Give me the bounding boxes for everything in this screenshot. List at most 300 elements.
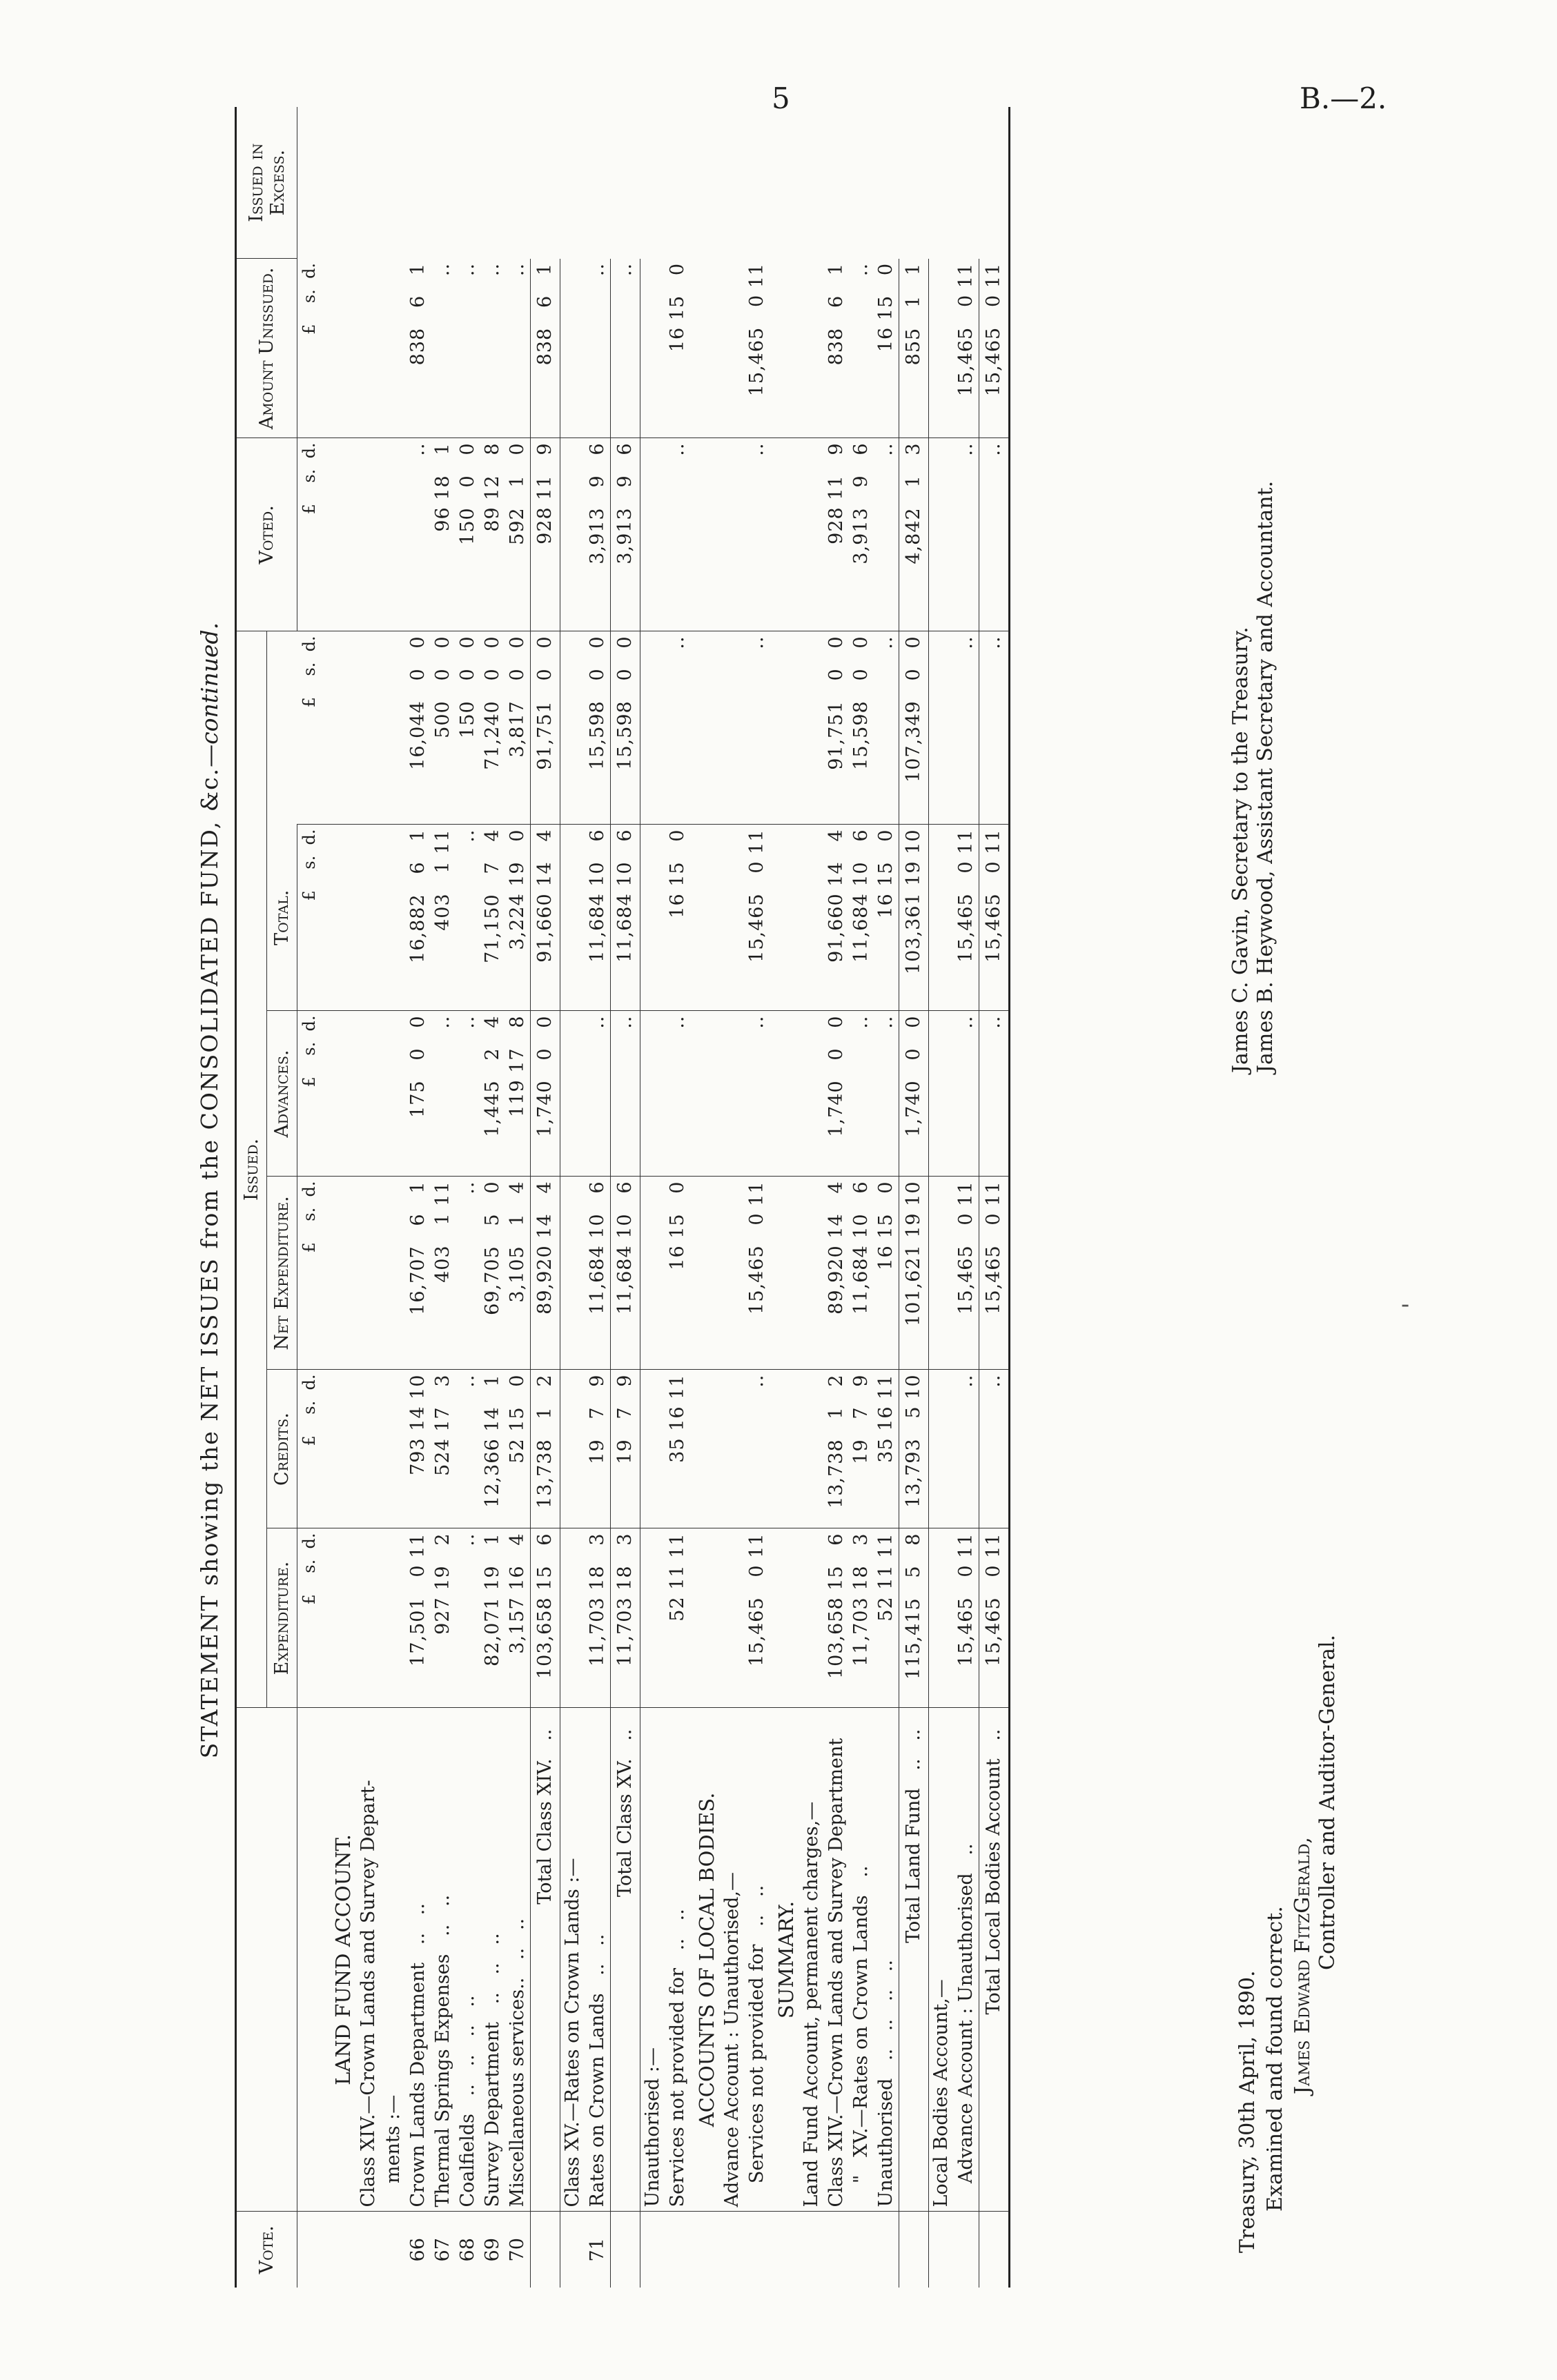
table-row (824, 107, 849, 2288)
cell-amount-unissued: .. (874, 438, 899, 631)
cell-advances (690, 1011, 720, 1177)
cell-issued-in-excess (799, 259, 824, 438)
cell-expenditure: 103,658 15 6 (531, 1528, 560, 1708)
cell-issued-in-excess (770, 259, 799, 438)
cell-voted (560, 631, 586, 825)
cell-expenditure: 115,415 5 8 (899, 1528, 929, 1708)
total-row (979, 107, 1010, 2288)
section-heading-row (690, 107, 720, 2288)
row-description: Crown Lands Department .. .. (406, 1708, 431, 2212)
cell-net-expenditure: 403 1 11 (431, 1177, 456, 1370)
cell-voted: 150 0 0 (456, 631, 480, 825)
row-description: Advance Account : Unauthorised,— (720, 1708, 745, 2212)
row-description: LAND FUND ACCOUNT. (326, 1708, 356, 2212)
cell-issued-in-excess: .. (480, 259, 505, 438)
cell-amount-unissued: 928 11 9 (531, 438, 560, 631)
row-description: Total Class XV. .. (611, 1708, 640, 2212)
cell-voted: .. (979, 631, 1010, 825)
total-row (531, 107, 560, 2288)
cell-total (356, 825, 381, 1011)
cell-advances: 1,740 0 0 (899, 1011, 929, 1177)
cell-amount-unissued (356, 438, 381, 631)
cell-net-expenditure (720, 1177, 745, 1370)
vote-number (954, 2212, 979, 2288)
cell-total: 91,660 14 4 (824, 825, 849, 1011)
net-issues-table (235, 107, 1010, 2288)
cell-expenditure (356, 1528, 381, 1708)
table-row (431, 107, 456, 2288)
cell-total: 91,660 14 4 (531, 825, 560, 1011)
col-advances: Advances. (267, 1011, 297, 1177)
cell-net-expenditure (799, 1177, 824, 1370)
cell-issued-in-excess: .. (431, 259, 456, 438)
cell-expenditure: 3,157 16 4 (505, 1528, 531, 1708)
cell-net-expenditure: .. (456, 1177, 480, 1370)
statement-title-continued: —continued. (196, 622, 223, 767)
cell-expenditure: 103,658 15 6 (824, 1528, 849, 1708)
cell-amount-unissued: 592 1 0 (505, 438, 531, 631)
cell-voted (720, 631, 745, 825)
cell-voted (326, 631, 356, 825)
row-description: Services not provided for .. .. (745, 1708, 770, 2212)
units-cell: £ s. d. (297, 1177, 327, 1370)
cell-total: 16 15 0 (665, 825, 690, 1011)
cell-expenditure (640, 1528, 666, 1708)
cell-credits (799, 1370, 824, 1528)
cell-total: .. (456, 825, 480, 1011)
row-description: Total Class XIV. .. (531, 1708, 560, 2212)
cell-advances: 1,740 0 0 (824, 1011, 849, 1177)
cell-credits: 35 16 11 (874, 1370, 899, 1528)
cell-voted: 91,751 0 0 (531, 631, 560, 825)
table-row (381, 107, 406, 2288)
cell-voted: 15,598 0 0 (849, 631, 874, 825)
cell-issued-in-excess: 838 6 1 (824, 259, 849, 438)
cell-issued-in-excess: .. (611, 259, 640, 438)
cell-total: 11,684 10 6 (585, 825, 611, 1011)
cell-issued-in-excess (560, 259, 586, 438)
vote-number (640, 2212, 666, 2288)
cell-credits (770, 1370, 799, 1528)
cell-advances: .. (456, 1011, 480, 1177)
table-row (929, 107, 954, 2288)
cell-advances (326, 1011, 356, 1177)
cell-net-expenditure (356, 1177, 381, 1370)
cell-issued-in-excess: .. (456, 259, 480, 438)
cell-credits (560, 1370, 586, 1528)
cell-credits: 13,738 1 2 (824, 1370, 849, 1528)
col-total: Total. (267, 825, 297, 1011)
statement-title-main: STATEMENT showing the NET ISSUES from the CONSOLIDATED FUND, &c. (196, 767, 223, 1759)
cell-amount-unissued: .. (745, 438, 770, 631)
cell-net-expenditure: 11,684 10 6 (849, 1177, 874, 1370)
cell-amount-unissued: .. (954, 438, 979, 631)
row-description: Coalfields .. .. .. .. (456, 1708, 480, 2212)
cell-net-expenditure: 3,105 1 4 (505, 1177, 531, 1370)
row-description: Total Land Fund .. .. (899, 1708, 929, 2212)
cell-credits: .. (954, 1370, 979, 1528)
cell-advances: 1,740 0 0 (531, 1011, 560, 1177)
units-cell: £ s. d. (297, 631, 327, 825)
cell-credits (356, 1370, 381, 1528)
row-description: " XV.—Rates on Crown Lands .. (849, 1708, 874, 2212)
row-description: Miscellaneous services.. .. .. (505, 1708, 531, 2212)
vote-number (929, 2212, 954, 2288)
table-row (560, 107, 586, 2288)
cell-voted: .. (874, 631, 899, 825)
cell-advances: 1,445 2 4 (480, 1011, 505, 1177)
vote-number: 68 (457, 2238, 478, 2262)
cell-credits (929, 1370, 954, 1528)
cell-net-expenditure: 15,465 0 11 (979, 1177, 1010, 1370)
units-cell: £ s. d. (297, 1370, 327, 1528)
cell-net-expenditure (770, 1177, 799, 1370)
cell-advances: 119 17 8 (505, 1011, 531, 1177)
cell-net-expenditure: 89,920 14 4 (531, 1177, 560, 1370)
cell-total: 16 15 0 (874, 825, 899, 1011)
vote-number (824, 2212, 849, 2288)
cell-total (326, 825, 356, 1011)
vote-number (899, 2212, 929, 2288)
cell-net-expenditure: 16,707 6 1 (406, 1177, 431, 1370)
cell-voted (799, 631, 824, 825)
cell-amount-unissued (326, 438, 356, 631)
cell-issued-in-excess: .. (849, 259, 874, 438)
cell-voted: 15,598 0 0 (611, 631, 640, 825)
cell-net-expenditure: 101,621 19 10 (899, 1177, 929, 1370)
row-description: Local Bodies Account,— (929, 1708, 954, 2212)
row-description: Advance Account : Unauthorised .. (954, 1708, 979, 2212)
cell-credits (381, 1370, 406, 1528)
cell-voted: 3,817 0 0 (505, 631, 531, 825)
units-vote (297, 2212, 327, 2288)
cell-amount-unissued (640, 438, 666, 631)
table-row (720, 107, 745, 2288)
vote-number (979, 2212, 1010, 2288)
total-row (899, 107, 929, 2288)
cell-expenditure: 15,465 0 11 (745, 1528, 770, 1708)
cell-credits: .. (745, 1370, 770, 1528)
cell-issued-in-excess (929, 259, 954, 438)
table-row (406, 107, 431, 2288)
cell-amount-unissued: 96 18 1 (431, 438, 456, 631)
cell-amount-unissued: 3,913 9 6 (585, 438, 611, 631)
cell-issued-in-excess: 838 6 1 (406, 259, 431, 438)
cell-expenditure: 11,703 18 3 (849, 1528, 874, 1708)
cell-issued-in-excess (720, 259, 745, 438)
cell-expenditure (690, 1528, 720, 1708)
table-row (745, 107, 770, 2288)
cell-voted (690, 631, 720, 825)
cell-issued-in-excess (326, 259, 356, 438)
section-heading-row (770, 107, 799, 2288)
col-net-expenditure: Net Expenditure. (267, 1177, 297, 1370)
cell-credits: 13,793 5 10 (899, 1370, 929, 1528)
cell-voted (770, 631, 799, 825)
table-row (356, 107, 381, 2288)
cell-net-expenditure: 15,465 0 11 (745, 1177, 770, 1370)
units-desc (297, 1708, 327, 2212)
table-row (505, 107, 531, 2288)
total-row (611, 107, 640, 2288)
cell-expenditure: 15,465 0 11 (979, 1528, 1010, 1708)
cell-amount-unissued: 4,842 1 3 (899, 438, 929, 631)
cell-voted: 16,044 0 0 (406, 631, 431, 825)
cell-issued-in-excess (690, 259, 720, 438)
cell-amount-unissued (720, 438, 745, 631)
vote-number (326, 2212, 356, 2288)
cell-credits (690, 1370, 720, 1528)
cell-expenditure (381, 1528, 406, 1708)
cell-voted: .. (745, 631, 770, 825)
vote-number (611, 2212, 640, 2288)
cell-total (640, 825, 666, 1011)
cell-voted (929, 631, 954, 825)
vote-number (745, 2212, 770, 2288)
cell-credits: .. (979, 1370, 1010, 1528)
table-row (456, 107, 480, 2288)
cell-amount-unissued (770, 438, 799, 631)
cell-expenditure: 17,501 0 11 (406, 1528, 431, 1708)
cell-issued-in-excess (640, 259, 666, 438)
table-row (954, 107, 979, 2288)
cell-net-expenditure (640, 1177, 666, 1370)
cell-credits: 19 7 9 (849, 1370, 874, 1528)
cell-voted (381, 631, 406, 825)
cell-expenditure (929, 1528, 954, 1708)
row-description: Class XV.—Rates on Crown Lands :— (560, 1708, 586, 2212)
col-voted: Voted. (236, 438, 297, 631)
cell-expenditure (326, 1528, 356, 1708)
row-description: Survey Department .. .. .. (480, 1708, 505, 2212)
cell-net-expenditure: 16 15 0 (665, 1177, 690, 1370)
cell-advances (799, 1011, 824, 1177)
cell-advances: .. (979, 1011, 1010, 1177)
cell-advances: .. (849, 1011, 874, 1177)
cell-issued-in-excess: .. (585, 259, 611, 438)
cell-net-expenditure: 89,920 14 4 (824, 1177, 849, 1370)
table-body (297, 107, 1010, 2288)
cell-advances: .. (611, 1011, 640, 1177)
vote-number: 71 (587, 2238, 608, 2262)
row-description: Unauthorised :— (640, 1708, 666, 2212)
row-description: Class XIV.—Crown Lands and Survey Department (824, 1708, 849, 2212)
cell-net-expenditure: 15,465 0 11 (954, 1177, 979, 1370)
vote-number (799, 2212, 824, 2288)
rotated-statement (138, 66, 1339, 2315)
cell-net-expenditure (381, 1177, 406, 1370)
vote-number: 66 (407, 2238, 429, 2262)
table-row (874, 107, 899, 2288)
cell-net-expenditure: 69,705 5 0 (480, 1177, 505, 1370)
cell-expenditure: 11,703 18 3 (585, 1528, 611, 1708)
cell-total: 403 1 11 (431, 825, 456, 1011)
cell-credits: 52 15 0 (505, 1370, 531, 1528)
vote-number (770, 2212, 799, 2288)
row-description: Class XIV.—Crown Lands and Survey Depart- (356, 1708, 381, 2212)
cell-amount-unissued (560, 438, 586, 631)
statement-title (196, 66, 223, 2315)
cell-credits: 13,738 1 2 (531, 1370, 560, 1528)
row-description: Rates on Crown Lands .. .. (585, 1708, 611, 2212)
cell-total (381, 825, 406, 1011)
cell-credits: 793 14 10 (406, 1370, 431, 1528)
vote-number (720, 2212, 745, 2288)
units-cell: £ s. d. (297, 825, 327, 1011)
cell-advances: .. (431, 1011, 456, 1177)
cell-expenditure: 52 11 11 (874, 1528, 899, 1708)
cell-voted: .. (665, 631, 690, 825)
row-description: Services not provided for .. .. (665, 1708, 690, 2212)
cell-amount-unissued: 89 12 8 (480, 438, 505, 631)
table-row (585, 107, 611, 2288)
row-description: ments :— (381, 1708, 406, 2212)
cell-advances: .. (585, 1011, 611, 1177)
cell-issued-in-excess: 855 1 1 (899, 259, 929, 438)
cell-amount-unissued: .. (665, 438, 690, 631)
cell-expenditure (770, 1528, 799, 1708)
vote-number: 67 (432, 2238, 453, 2262)
table-row (849, 107, 874, 2288)
cell-amount-unissued: .. (406, 438, 431, 631)
units-cell: £ s. d. (297, 1011, 327, 1177)
cell-expenditure (560, 1528, 586, 1708)
cell-advances (560, 1011, 586, 1177)
cell-issued-in-excess: .. (505, 259, 531, 438)
cell-net-expenditure (560, 1177, 586, 1370)
cell-advances (640, 1011, 666, 1177)
auditor-title: Controller and Auditor-General. (1315, 1634, 1340, 1970)
cell-credits: .. (456, 1370, 480, 1528)
col-credits: Credits. (267, 1370, 297, 1528)
vote-number (560, 2212, 586, 2288)
cell-advances: 175 0 0 (406, 1011, 431, 1177)
vote-number (849, 2212, 874, 2288)
col-issued: Issued. (236, 631, 267, 1708)
cell-total: 15,465 0 11 (745, 825, 770, 1011)
cell-expenditure: 11,703 18 3 (611, 1528, 640, 1708)
scan-speck-mark: ‐ (1401, 1290, 1410, 1319)
cell-expenditure: 82,071 19 1 (480, 1528, 505, 1708)
cell-credits: 524 17 3 (431, 1370, 456, 1528)
cell-issued-in-excess: 15,465 0 11 (954, 259, 979, 438)
cell-expenditure: 52 11 11 (665, 1528, 690, 1708)
cell-issued-in-excess (381, 259, 406, 438)
cell-voted: 91,751 0 0 (824, 631, 849, 825)
cell-advances: .. (874, 1011, 899, 1177)
cell-total (560, 825, 586, 1011)
row-description: SUMMARY. (770, 1708, 799, 2212)
cell-expenditure (799, 1528, 824, 1708)
treasury-date: Treasury, 30th April, 1890. (1235, 1970, 1260, 2253)
units-row (297, 107, 327, 2288)
vote-number: 70 (507, 2238, 528, 2262)
units-cell: £ s. d. (297, 1528, 327, 1708)
cell-amount-unissued (690, 438, 720, 631)
cell-total (770, 825, 799, 1011)
cell-voted (640, 631, 666, 825)
col-description (236, 1708, 297, 2212)
cell-voted: .. (954, 631, 979, 825)
cell-total: 11,684 10 6 (849, 825, 874, 1011)
cell-total: 15,465 0 11 (979, 825, 1010, 1011)
cell-advances (770, 1011, 799, 1177)
cell-total: 71,150 7 4 (480, 825, 505, 1011)
cell-issued-in-excess: 15,465 0 11 (979, 259, 1010, 438)
cell-amount-unissued: 3,913 9 6 (611, 438, 640, 631)
table-row (640, 107, 666, 2288)
units-cell: £ s. d. (297, 438, 327, 631)
cell-total: 11,684 10 6 (611, 825, 640, 1011)
cell-total (720, 825, 745, 1011)
examined-note: Examined and found correct. (1263, 1906, 1287, 2212)
cell-advances (381, 1011, 406, 1177)
cell-net-expenditure (690, 1177, 720, 1370)
cell-issued-in-excess: 16 15 0 (874, 259, 899, 438)
cell-amount-unissued: 3,913 9 6 (849, 438, 874, 631)
vote-number: 69 (482, 2238, 503, 2262)
col-expenditure: Expenditure. (267, 1528, 297, 1708)
cell-credits: 35 16 11 (665, 1370, 690, 1528)
cell-expenditure (720, 1528, 745, 1708)
cell-amount-unissued (799, 438, 824, 631)
cell-advances (720, 1011, 745, 1177)
vote-number (381, 2212, 406, 2288)
cell-voted: 107,349 0 0 (899, 631, 929, 825)
cell-net-expenditure (929, 1177, 954, 1370)
cell-expenditure: 15,465 0 11 (954, 1528, 979, 1708)
table-row (665, 107, 690, 2288)
cell-total: 15,465 0 11 (954, 825, 979, 1011)
cell-advances (929, 1011, 954, 1177)
cell-credits: 12,366 14 1 (480, 1370, 505, 1528)
cell-issued-in-excess: 838 6 1 (531, 259, 560, 438)
signatory-accountant: James B. Heywood, Assistant Secretary and Accountant. (1253, 480, 1277, 1073)
cell-voted: 15,598 0 0 (585, 631, 611, 825)
cell-expenditure: .. (456, 1528, 480, 1708)
cell-net-expenditure: 16 15 0 (874, 1177, 899, 1370)
cell-amount-unissued: 150 0 0 (456, 438, 480, 631)
table-row (799, 107, 824, 2288)
vote-number (356, 2212, 381, 2288)
row-description: Total Local Bodies Account .. (979, 1708, 1010, 2212)
cell-advances (356, 1011, 381, 1177)
page-number: 5 (772, 81, 790, 115)
row-description: Unauthorised .. .. .. .. (874, 1708, 899, 2212)
col-issued-in-excess: Issued in Excess. (236, 107, 297, 259)
cell-total: 103,361 19 10 (899, 825, 929, 1011)
row-description: ACCOUNTS OF LOCAL BODIES. (690, 1708, 720, 2212)
document-reference: B.—2. (1300, 81, 1387, 115)
vote-number (874, 2212, 899, 2288)
cell-amount-unissued (929, 438, 954, 631)
vote-number (665, 2212, 690, 2288)
cell-issued-in-excess (356, 259, 381, 438)
cell-issued-in-excess: 15,465 0 11 (745, 259, 770, 438)
cell-total (929, 825, 954, 1011)
cell-voted: 71,240 0 0 (480, 631, 505, 825)
cell-voted: 500 0 0 (431, 631, 456, 825)
cell-credits (720, 1370, 745, 1528)
cell-total (690, 825, 720, 1011)
cell-credits: 19 7 9 (611, 1370, 640, 1528)
cell-credits (640, 1370, 666, 1528)
cell-credits: 19 7 9 (585, 1370, 611, 1528)
cell-net-expenditure: 11,684 10 6 (585, 1177, 611, 1370)
row-description: Land Fund Account, permanent charges,— (799, 1708, 824, 2212)
units-cell: £ s. d. (297, 259, 327, 438)
vote-number (690, 2212, 720, 2288)
